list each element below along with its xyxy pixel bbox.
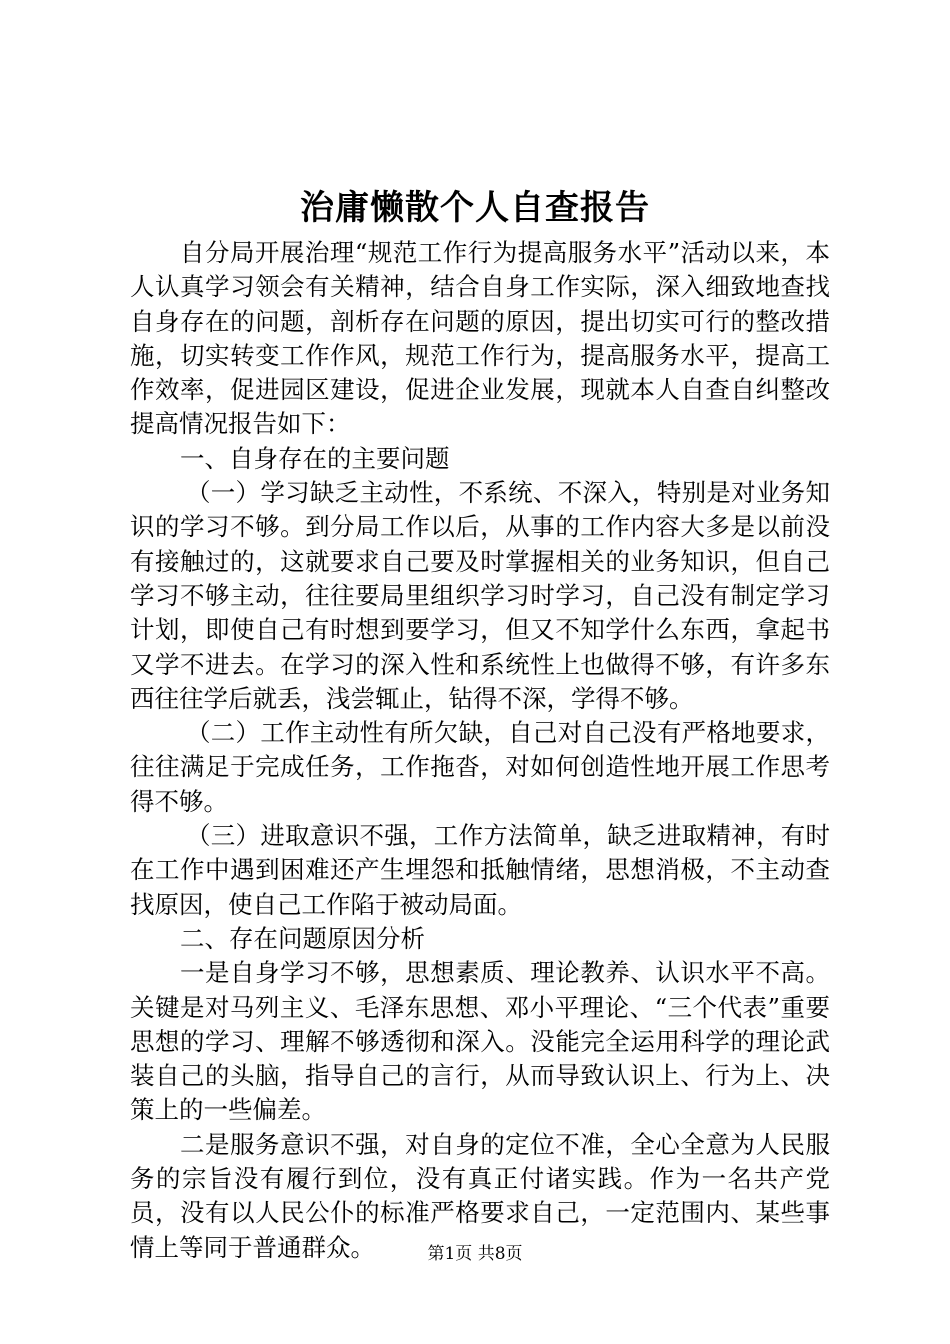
page-number: 第1页 共8页: [427, 1244, 523, 1264]
cause-paragraph-2: 二是服务意识不强，对自身的定位不准，全心全意为人民服务的宗旨没有履行到位，没有真正付诸实践。作为一名共产党员，没有以人民公仆的标准严格要求自己，一定范围内、某些事情上等同于普通群众。: [130, 1129, 830, 1262]
section-heading-2: 二、存在问题原因分析: [180, 923, 425, 953]
section-heading-1: 一、自身存在的主要问题: [180, 443, 450, 473]
problem-paragraph-2: （二）工作主动性有所欠缺，自己对自己没有严格地要求，往往满足于完成任务，工作拖沓，对如何创造性地开展工作思考得不够。: [130, 718, 830, 816]
cause-paragraph-1: 一是自身学习不够，思想素质、理论教养、认识水平不高。关键是对马列主义、毛泽东思想、邓小平理论、“三个代表”重要思想的学习、理解不够透彻和深入。没能完全运用科学的理论武装自己的头脑，指导自己的言行，从而导致认识上、行为上、决策上的一些偏差。: [130, 958, 830, 1125]
problem-paragraph-3: （三）进取意识不强，工作方法简单，缺乏进取精神，有时在工作中遇到困难还产生埋怨和抵触情绪，思想消极，不主动查找原因，使自己工作陷于被动局面。: [130, 821, 830, 919]
document-body: [130, 236, 830, 1265]
problem-paragraph-1: （一）学习缺乏主动性，不系统、不深入，特别是对业务知识的学习不够。到分局工作以后，从事的工作内容大多是以前没有接触过的，这就要求自己要及时掌握相关的业务知识，但自己学习不够主动，往往要局里组织学习时学习，自己没有制定学习计划，即使自己有时想到要学习，但又不知学什么东西，拿起书又学不进去。在学习的深入性和系统性上也做得不够，有许多东西往往学后就丢，浅尝辄止，钻得不深，学得不够。: [130, 478, 830, 713]
intro-paragraph: 自分局开展治理“规范工作行为提高服务水平”活动以来，本人认真学习领会有关精神，结合自身工作实际，深入细致地查找自身存在的问题，剖析存在问题的原因，提出切实可行的整改措施，切实转变工作作风，规范工作行为，提高服务水平，提高工作效率，促进园区建设，促进企业发展，现就本人自查自纠整改提高情况报告如下：: [130, 238, 830, 439]
document-title: 治庸懒散个人自查报告: [300, 188, 650, 228]
